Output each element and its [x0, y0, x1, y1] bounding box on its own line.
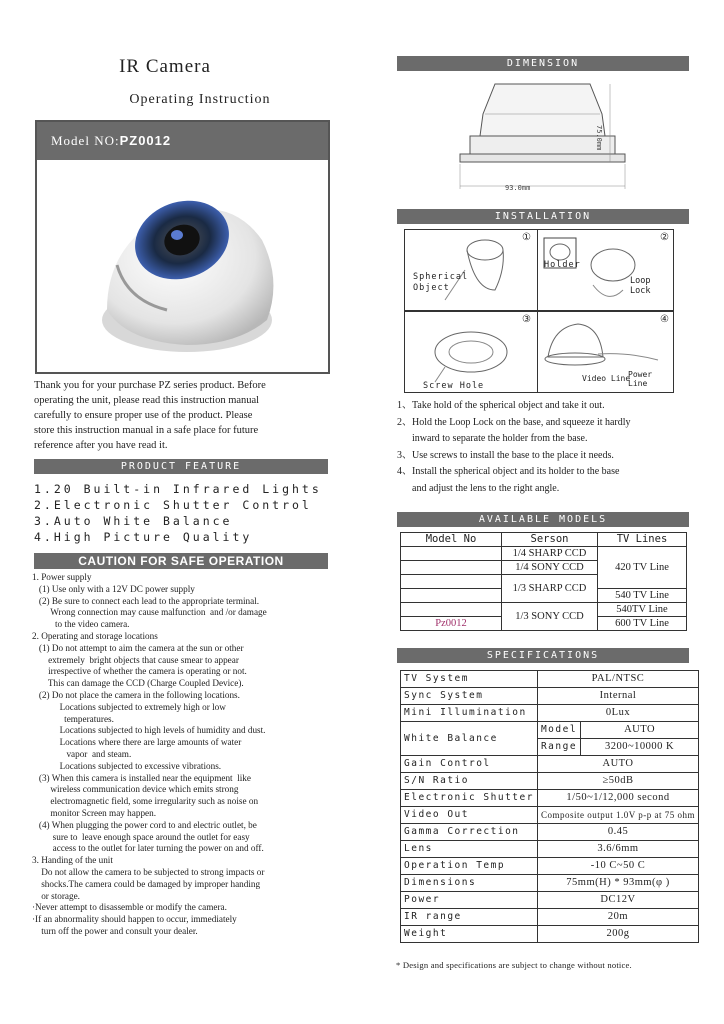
holder-label: Holder [544, 260, 581, 270]
model-header [37, 122, 328, 160]
feature-item: 3.Auto White Balance [34, 514, 233, 528]
caution-text [32, 572, 352, 938]
spec-value: -10 C~50 C [537, 858, 698, 875]
install-step-line: 1、Take hold of the spherical object and take it out. [397, 400, 605, 411]
object-label: Object [413, 283, 450, 293]
caution-line: Locations subjected to extremely high or low [32, 701, 226, 712]
install-step1-figure [404, 229, 538, 311]
loop-lock-label: Loop Lock [630, 276, 651, 296]
models-tvline: 540 TV Line [598, 589, 687, 603]
models-sensor: 1/4 SHARP CCD [502, 547, 598, 561]
caution-line: 1. Power supply [32, 572, 92, 582]
caution-line: (2) Do not place the camera in the following locations. [32, 689, 240, 700]
spec-value: 0.45 [537, 824, 698, 841]
footnote: * Design and specifications are subject to change without notice. [396, 960, 632, 970]
spec-value: AUTO [537, 756, 698, 773]
spec-value: 20m [537, 909, 698, 926]
caution-line: 3. Handing of the unit [32, 855, 113, 866]
spec-key: IR range [401, 909, 538, 926]
install-step-line: and adjust the lens to the right angle. [397, 482, 560, 494]
spec-key: White Balance [401, 722, 538, 756]
caution-line: Locations subjected to excessive vibrations. [32, 760, 222, 771]
spec-key: Power [401, 892, 538, 909]
caution-line: Wrong connection may cause malfunction and /or damage [32, 607, 267, 618]
caution-line: temperatures. [32, 713, 114, 724]
page-title: IR Camera [119, 56, 211, 77]
dimension-height-label: 75.0mm [595, 125, 603, 151]
spec-value: 3200~10000 K [581, 739, 699, 756]
step-number: ④ [660, 314, 669, 325]
caution-line: ·Never attempt to disassemble or modify the camera. [32, 902, 227, 913]
installation-heading: INSTALLATION [397, 209, 689, 224]
caution-line: to the video camera. [32, 619, 130, 630]
caution-line: (1) Do not attempt to aim the camera at the sun or other [32, 642, 244, 653]
spec-key: Gamma Correction [401, 824, 538, 841]
install-step3-drawing [405, 312, 537, 392]
models-header-model: Model No [401, 533, 502, 547]
intro-line: store this instruction manual in a safe place for future [34, 425, 259, 436]
model-label: Model NO: [51, 133, 120, 148]
spec-value: ≥50dB [537, 773, 698, 790]
models-heading: AVAILABLE MODELS [397, 512, 689, 527]
spec-value: 75mm(H) * 93mm(φ ) [537, 875, 698, 892]
feature-list [34, 481, 322, 545]
spec-value: 3.6/6mm [537, 841, 698, 858]
spec-value: Internal [537, 688, 698, 705]
models-tvline: 600 TV Line [598, 617, 687, 631]
caution-heading: CAUTION FOR SAFE OPERATION [34, 553, 328, 569]
caution-line: Locations subjected to high levels of humidity and dust. [32, 725, 266, 736]
models-sensor: 1/3 SHARP CCD [502, 575, 598, 603]
spec-key: S/N Ratio [401, 773, 538, 790]
spec-key: Dimensions [401, 875, 538, 892]
intro-text [34, 378, 334, 453]
installation-steps [397, 398, 707, 497]
intro-line: operating the unit, please read this instruction manual [34, 395, 260, 406]
caution-line: vapor and steam. [32, 748, 132, 759]
feature-item: 2.Electronic Shutter Control [34, 498, 312, 512]
spec-value: AUTO [581, 722, 699, 739]
caution-line: wireless communication device which emits strong [32, 784, 239, 795]
install-step-line: 3、Use screws to install the base to the place it needs. [397, 449, 614, 461]
models-cell [401, 547, 502, 561]
spec-subkey: Model [537, 722, 580, 739]
install-step2-figure [537, 229, 674, 311]
models-tvline: 540TV Line [598, 603, 687, 617]
caution-line: (2) Be sure to connect each lead to the appropriate terminal. [32, 595, 260, 606]
install-step1-drawing [405, 230, 537, 310]
feature-item: 1.20 Built-in Infrared Lights [34, 482, 322, 496]
caution-line: This can damage the CCD (Charge Coupled Device). [32, 678, 244, 689]
models-header-sensor: Serson [502, 533, 598, 547]
install-step-line: 2、Hold the Loop Lock on the base, and squeeze it hardly [397, 416, 631, 428]
step-number: ② [660, 232, 669, 243]
models-model-code: Pz0012 [401, 617, 502, 631]
intro-line: carefully to ensure proper use of the product. Please [34, 410, 253, 421]
models-cell [401, 561, 502, 575]
spec-key: Operation Temp [401, 858, 538, 875]
caution-line: turn off the power and consult your dealer. [32, 925, 198, 936]
dimension-width-label: 93.0mm [505, 184, 531, 192]
caution-line: irrespective of whether the camera is operating or not. [32, 666, 247, 677]
video-line-label: Video Line [582, 374, 631, 383]
spec-value: Composite output 1.0V p-p at 75 ohm [537, 807, 698, 824]
models-tvline: 420 TV Line [598, 547, 687, 589]
spec-key: Lens [401, 841, 538, 858]
spec-key: Electronic Shutter [401, 790, 538, 807]
install-step2-drawing [538, 230, 673, 310]
spec-value: PAL/NTSC [537, 671, 698, 688]
caution-line: access to the outlet for later turning the power on and off. [32, 843, 264, 854]
caution-line: sure to leave enough space around the outlet for easy [32, 831, 250, 842]
caution-line: 2. Operating and storage locations [32, 630, 158, 641]
dimension-drawing [450, 74, 650, 214]
model-panel [35, 120, 330, 374]
specs-heading: SPECIFICATIONS [397, 648, 689, 663]
install-step-line: inward to separate the holder from the base. [397, 433, 588, 444]
spec-value: 1/50~1/12,000 second [537, 790, 698, 807]
models-table [400, 532, 687, 631]
power-line-label: Power Line [628, 370, 653, 388]
spec-key: TV System [401, 671, 538, 688]
spec-key: Mini Illumination [401, 705, 538, 722]
product-feature-heading: PRODUCT FEATURE [34, 459, 328, 474]
model-code: PZ0012 [119, 133, 172, 148]
caution-line: or storage. [32, 890, 80, 901]
dimension-heading: DIMENSION [397, 56, 689, 71]
spec-key: Weight [401, 926, 538, 943]
spec-value: 200g [537, 926, 698, 943]
page-subtitle: Operating Instruction [129, 92, 271, 107]
spec-key: Sync System [401, 688, 538, 705]
spherical-label: Spherical [413, 272, 469, 282]
caution-line: monitor Screen may happen. [32, 807, 156, 818]
camera-photo [37, 160, 328, 370]
caution-line: (1) Use only with a 12V DC power supply [32, 583, 195, 594]
models-sensor: 1/4 SONY CCD [502, 561, 598, 575]
caution-line: electromagnetic field, some irregularity such as noise on [32, 796, 259, 807]
models-cell [401, 603, 502, 617]
spec-key: Video Out [401, 807, 538, 824]
caution-line: shocks.The camera could be damaged by improper handing [32, 878, 261, 889]
specs-table [400, 670, 699, 943]
spec-value: 0Lux [537, 705, 698, 722]
caution-line: extremely bright objects that cause smear to appear [32, 654, 239, 665]
spec-key: Gain Control [401, 756, 538, 773]
install-step3-figure [404, 311, 538, 393]
models-sensor: 1/3 SONY CCD [502, 603, 598, 631]
models-header-tvlines: TV Lines [598, 533, 687, 547]
models-cell [401, 589, 502, 603]
feature-item: 4.High Picture Quality [34, 530, 253, 544]
caution-line: Do not allow the camera to be subjected to strong impacts or [32, 866, 265, 877]
screw-hole-label: Screw Hole [423, 381, 485, 391]
caution-line: (4) When plugging the power cord to and electric outlet, be [32, 819, 257, 830]
install-step-line: 4、Install the spherical object and its holder to the base [397, 466, 620, 477]
install-step4-figure [537, 311, 674, 393]
intro-line: Thank you for your purchase PZ series product. Before [34, 380, 266, 391]
caution-line: Locations where there are large amounts of water [32, 737, 242, 748]
caution-line: (3) When this camera is installed near the equipment like [32, 772, 251, 783]
caution-line: ·If an abnormality should happen to occur, immediately [32, 914, 237, 925]
spec-value: DC12V [537, 892, 698, 909]
intro-line: reference after you have read it. [34, 440, 168, 451]
step-number: ① [522, 232, 531, 243]
spec-subkey: Range [537, 739, 580, 756]
models-cell [401, 575, 502, 589]
step-number: ③ [522, 314, 531, 325]
